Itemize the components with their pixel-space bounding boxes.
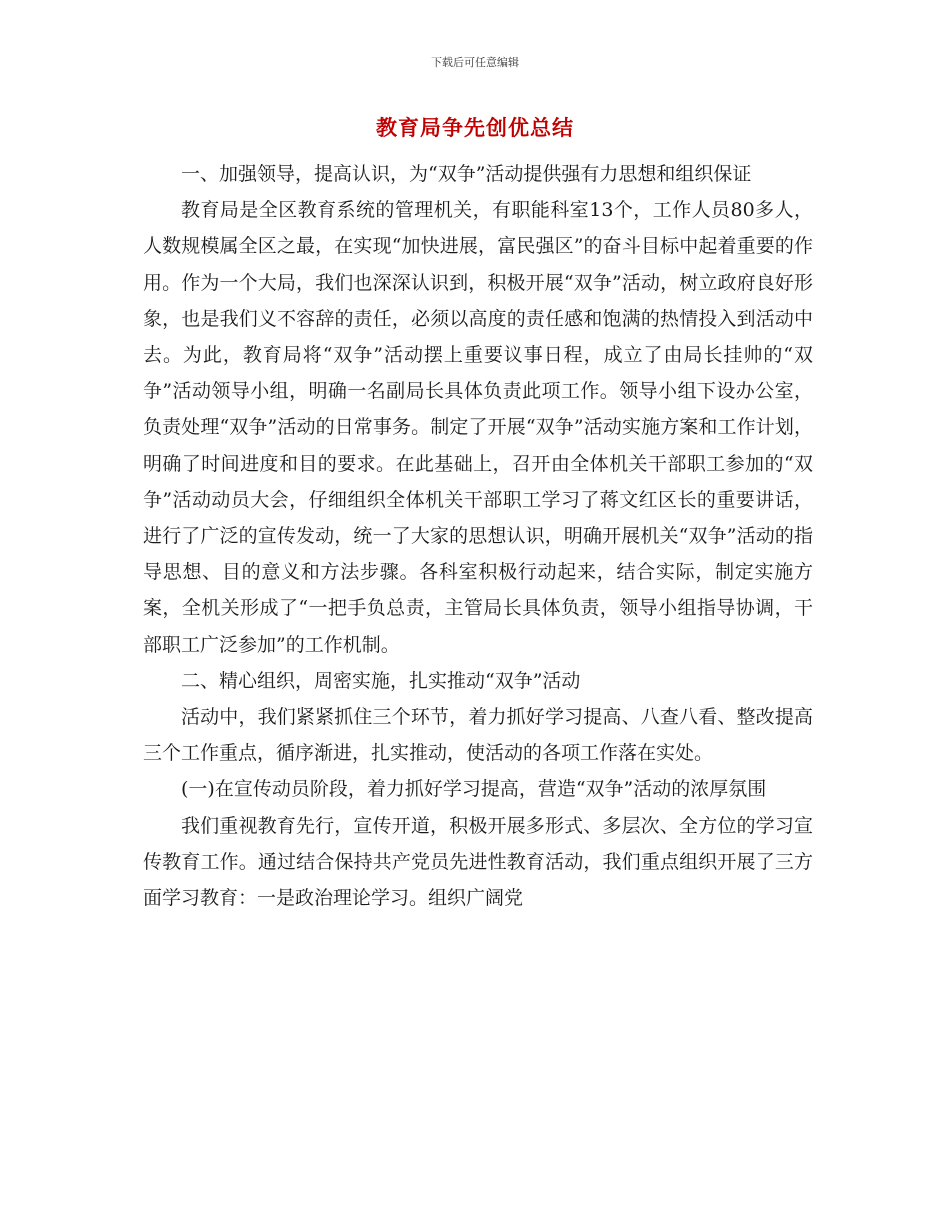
body-paragraph-3: 我们重视教育先行，宣传开道，积极开展多形式、多层次、全方位的学习宣传教育工作。通过结合保持共产党员先进性教育活动，我们重点组织开展了三方面学习教育：一是政治理论学习。组织广阔党 xyxy=(143,814,813,910)
subsection-heading-1: (一)在宣传动员阶段，着力抓好学习提高，营造“双争”活动的浓厚氛围 xyxy=(181,778,767,801)
document-title: 教育局争先创优总结 xyxy=(376,115,574,140)
body-paragraph-2: 活动中，我们紧紧抓住三个环节，着力抓好学习提高、八查八看、整改提高三个工作重点，循序渐进，扎实推动，使活动的各项工作落在实处。 xyxy=(143,706,813,765)
document-body xyxy=(143,156,813,916)
section-heading-1: 一、加强领导，提高认识，为“双争”活动提供强有力思想和组织保证 xyxy=(181,163,752,185)
body-paragraph-1: 教育局是全区教育系统的管理机关，有职能科室13个，工作人员80多人，人数规模属全区之最，在实现“加快进展，富民强区”的奋斗目标中起着重要的作用。作为一个大局，我们也深深认识到，积极开展“双争”活动，树立政府良好形象，也是我们义不容辞的责任，必须以高度的责任感和饱满的热情投入到活动中去。为此，教育局将“双争”活动摆上重要议事日程，成立了由局长挂帅的“双争”活动领导小组，明确一名副局长具体负责此项工作。领导小组下设办公室，负责处理“双争”活动的日常事务。制定了开展“双争”活动实施方案和工作计划，明确了时间进度和目的要求。在此基础上，召开由全体机关干部职工参加的“双争”活动动员大会，仔细组织全体机关干部职工学习了蒋文红区长的重要讲话，进行了广泛的宣传发动，统一了大家的思想认识，明确开展机关“双争”活动的指导思想、目的意义和方法步骤。各科室积极行动起来，结合实际，制定实施方案，全机关形成了“一把手负总责，主管局长具体负责，领导小组指导协调，干部职工广泛参加”的工作机制。 xyxy=(143,199,813,656)
page-header-note: 下载后可任意编辑 xyxy=(431,56,519,69)
section-heading-2: 二、精心组织，周密实施，扎实推动“双争”活动 xyxy=(181,669,581,692)
